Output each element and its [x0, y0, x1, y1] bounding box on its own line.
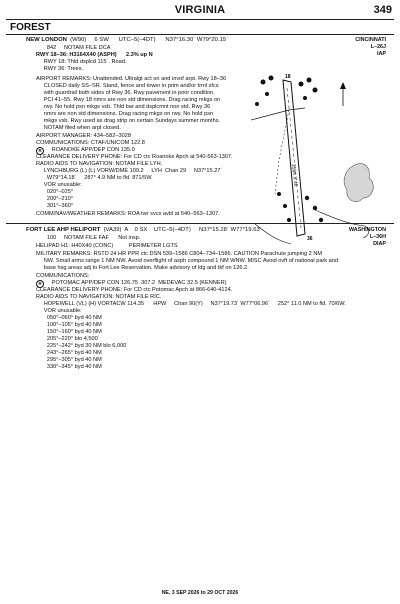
- airport-remarks-4: PCI 41–55. Rwy 18 nmrs are non std dimensions. Drag racing mkgs on: [36, 97, 221, 103]
- vor-unusable-3: 301°–360°: [36, 203, 74, 209]
- comm-nav-remarks: COMM/NAV/WEATHER REMARKS: ROA twr svcs avbl at 540–563–1307.: [36, 211, 220, 217]
- vor-restriction-6: 243°–265° byd 40 NM: [36, 350, 102, 356]
- potomac-approach: R POTOMAC APP/DEP CON 126.75 307.2 MEDEVAC 32.5 (KENNER): [36, 280, 226, 288]
- airport-remarks-5: rwy. No hold psn mkgs vsb. Thld bar and dsplcmnt non std. Rwy 36: [36, 104, 211, 110]
- airport-remarks-7: mkgs vsb. Rwy used as drag strip on certain Sundays summer months.: [36, 118, 221, 124]
- runway-36-remark: RWY 36: Trees.: [36, 66, 84, 72]
- hopewell-vortac: HOPEWELL (VL) (H) VORTACW 114.35 HPW Chan 90(Y) N37°19.73´ W77°06.96´ 252° 11.0 NM to fld. 70/6W.: [36, 301, 346, 307]
- helipad-info: HELIPAD H1: H40X40 (CONC) PERIMETER LGTS: [36, 243, 178, 249]
- airport-title: [26, 37, 228, 44]
- vor-restriction-8: 330°–345° byd 40 NM: [36, 364, 102, 370]
- heliport-elevation-notam: 100 NOTAM FILE FAF Not insp.: [36, 235, 141, 241]
- chart-references-2: [349, 227, 386, 248]
- airport-remarks-6: nmrs are non std dimensions. Drag racing mkgs on rwy. No hold psn: [36, 111, 214, 117]
- enroute-chart: L–26J: [370, 44, 386, 50]
- vor-restriction-3: 150°–160° byd 40 NM: [36, 329, 102, 335]
- airport-remarks-8: NOTAM filed when arpt closed.: [36, 125, 121, 131]
- airport-remarks-3: with guardrail both sides of Rwy 36. Rwy pavement in poor condition.: [36, 90, 215, 96]
- approach-control: R ROANOKE APP/DEP CON 135.0: [36, 147, 135, 155]
- airport-remarks-2: CLOSED daily SS–SR. Stand, fence and tower in prim and/or trml sfcs: [36, 83, 219, 89]
- military-remarks-1: MILITARY REMARKS: RSTD 24 HR PPR ctc DSN 539–1586 C804–734–1586. CAUTION Parachute jumping 2 NM: [36, 251, 323, 257]
- elevation-notam: 842 NOTAM FILE DCA: [36, 45, 111, 51]
- runway-18-remark: RWY 18: Thld dsplcd 115´. Road.: [36, 59, 127, 65]
- sectional-chart: CINCINNATI: [355, 37, 386, 43]
- airport-title-details: (W90) 6 SW UTC–5(–4DT) N37°16.30´ W79°20.15´: [66, 37, 229, 43]
- city-divider: [6, 34, 394, 35]
- vor-unusable-title-2: VOR unusable:: [36, 308, 82, 314]
- vor-unusable-1: 020°–025°: [36, 189, 74, 195]
- clearance-phone-2: CLEARANCE DELIVERY PHONE: For CD ctc Potomac Apch at 866-640-4124.: [36, 287, 233, 293]
- vor-unusable-2: 200°–210°: [36, 196, 74, 202]
- radar-r-icon: R: [36, 147, 44, 155]
- lake: [344, 164, 373, 202]
- communications-2: COMMUNICATIONS:: [36, 273, 90, 279]
- iap-reference: IAP: [377, 51, 386, 57]
- airport-manager: AIRPORT MANAGER: 434–582–3028: [36, 133, 131, 139]
- runway-18-36: [283, 80, 305, 236]
- heliport-title-details: (VA39) A 0 SX UTC–5(–4DT) N37°15.28´ W77°19.63´: [100, 227, 262, 233]
- vor-info-2: W79°14.18´ 287° 4.9 NM to fld. 871/5W.: [36, 175, 153, 181]
- diap-reference: DIAP: [373, 241, 386, 247]
- military-remarks-2: NW. Small arms range 1 NM NW. Avoid overflight of asph compound 1 NM WNW. MISC Avoid ovft of national park and: [36, 258, 338, 264]
- runway-dimensions-label: 3164 X 40: [290, 163, 299, 187]
- enroute-chart-2: L–36H: [369, 234, 386, 240]
- heliport-title: [26, 227, 262, 234]
- radio-aids: RADIO AIDS TO NAVIGATION: NOTAM FILE LYH.: [36, 161, 163, 167]
- runway-line: RWY 18–36: H3164X40 (ASPH) 2.3% up N: [36, 52, 153, 58]
- vor-info-1: LYNCHBURG (L) (L) VORW/DME 109.2 LYH Chan 29 N37°15.27´: [36, 168, 223, 174]
- runway-end-36: 36: [307, 236, 313, 242]
- north-arrow-icon: [340, 82, 346, 106]
- airport-name: NEW LONDON: [26, 37, 67, 43]
- vor-restriction-4: 205°–220° blo 4,500´: [36, 336, 100, 342]
- airport-remarks-1: AIRPORT REMARKS: Unattended. Ultralgt act on and invof arpt. Rwy 18–36: [36, 76, 227, 82]
- sectional-chart-2: WASHINGTON: [348, 227, 386, 233]
- runway-end-18: 18: [285, 74, 291, 80]
- entry-divider: [6, 223, 394, 224]
- state-title: VIRGINIA: [174, 4, 226, 16]
- chart-references: [355, 37, 386, 58]
- radio-aids-2: RADIO AIDS TO NAVIGATION: NOTAM FILE RIC.: [36, 294, 162, 300]
- vor-restriction-5: 225°–242° byd 30 NM blo 6,000´: [36, 343, 129, 349]
- vor-restriction-7: 295°–305° byd 40 NM: [36, 357, 102, 363]
- footer-effective-dates: NE, 3 SEP 2026 to 29 OCT 2026: [161, 590, 239, 596]
- page-number: 349: [373, 4, 392, 16]
- vor-restriction-1: 050°–060° byd 40 NM: [36, 315, 102, 321]
- heliport-name: FORT LEE AHP HELIPORT: [26, 227, 101, 233]
- military-remarks-3: base hsg areas adj to Fort Lee Reservation. Make advisory of ldg and tkf on 126.2.: [36, 265, 249, 271]
- radar-r-icon: R: [36, 280, 44, 288]
- city-name: FOREST: [10, 22, 51, 33]
- header-divider: [6, 19, 394, 20]
- clearance-phone: CLEARANCE DELIVERY PHONE: For CD ctc Roanoke Apch at 540-563-1307.: [36, 154, 233, 160]
- vor-restriction-2: 100°–105° byd 40 NM: [36, 322, 102, 328]
- communications: COMMUNICATIONS: CTAF/UNICOM 122.8: [36, 140, 145, 146]
- vor-unusable-title: VOR unusable:: [36, 182, 82, 188]
